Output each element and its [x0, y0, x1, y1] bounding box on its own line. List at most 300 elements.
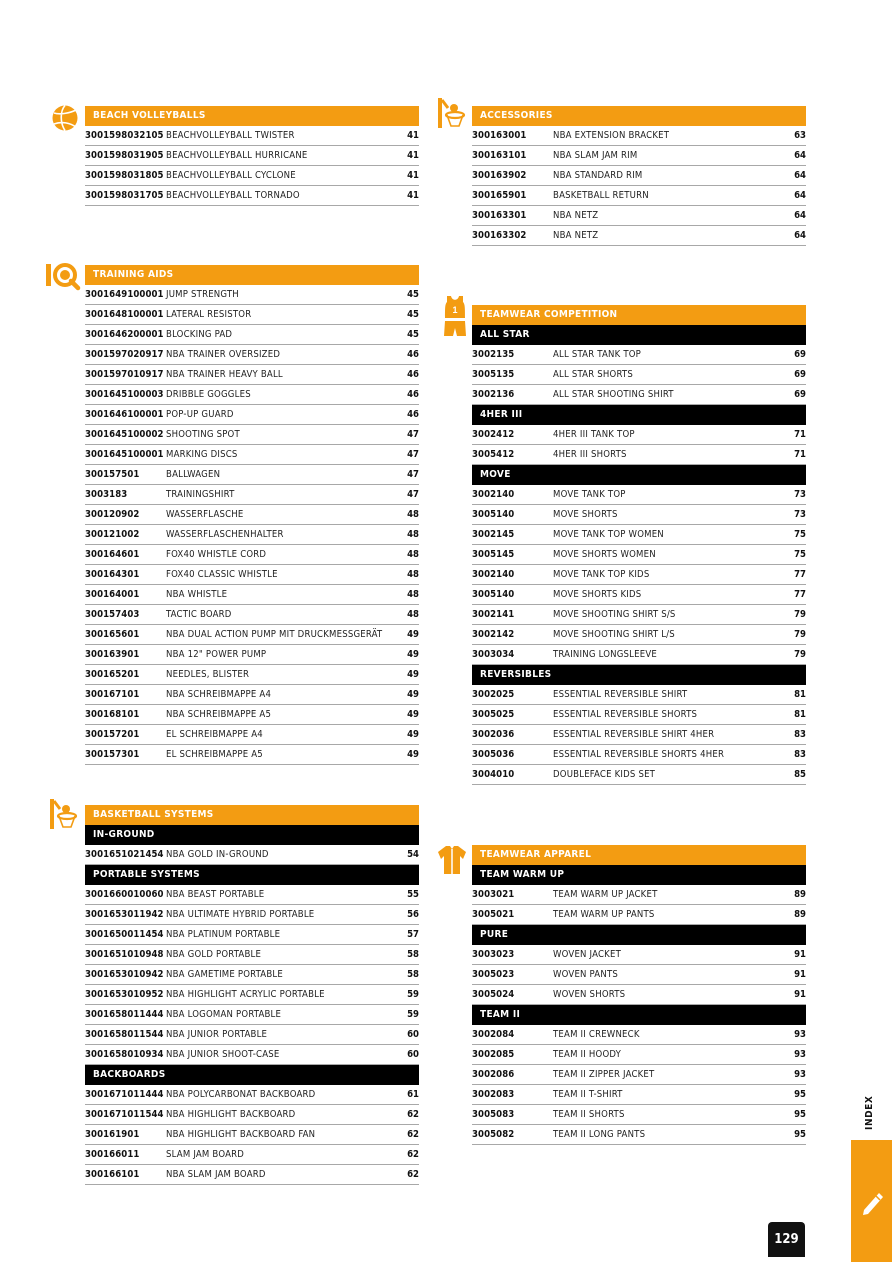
- table-row: [472, 1105, 806, 1125]
- page-reference: 46: [407, 349, 419, 360]
- product-name: WASSERFLASCHENHALTER: [166, 529, 284, 540]
- page-reference: 95: [794, 1129, 806, 1140]
- article-number: 3001653010942: [85, 969, 164, 980]
- table-row: [85, 945, 419, 965]
- page-reference: 47: [407, 489, 419, 500]
- product-name: WOVEN JACKET: [553, 949, 621, 960]
- table-row: [85, 545, 419, 565]
- page-reference: 62: [407, 1149, 419, 1160]
- table-row: [85, 725, 419, 745]
- table-row: [85, 1165, 419, 1185]
- table-row: [85, 585, 419, 605]
- jacket-icon: [436, 843, 468, 877]
- product-name: WOVEN PANTS: [553, 969, 618, 980]
- product-name: NBA SCHREIBMAPPE A5: [166, 709, 272, 720]
- table-row: [85, 186, 419, 206]
- article-number: 300167101: [85, 689, 140, 700]
- product-name: MOVE TANK TOP WOMEN: [553, 529, 664, 540]
- page-reference: 49: [407, 689, 419, 700]
- article-number: 3001653011942: [85, 909, 164, 920]
- section-header: BASKETBALL SYSTEMS: [85, 805, 419, 825]
- page-reference: 49: [407, 749, 419, 760]
- table-row: [472, 126, 806, 146]
- table-row: [85, 1045, 419, 1065]
- page-reference: 93: [794, 1029, 806, 1040]
- page-reference: 48: [407, 589, 419, 600]
- product-name: TEAM II ZIPPER JACKET: [553, 1069, 655, 1080]
- page-reference: 93: [794, 1069, 806, 1080]
- article-number: 300168101: [85, 709, 140, 720]
- page-reference: 41: [407, 190, 419, 201]
- table-row: [85, 705, 419, 725]
- section-basketball-systems: [85, 805, 419, 1185]
- article-number: 3001598031805: [85, 170, 164, 181]
- product-name: MOVE SHORTS WOMEN: [553, 549, 656, 560]
- page-reference: 62: [407, 1169, 419, 1180]
- group-header: PORTABLE SYSTEMS: [85, 865, 419, 885]
- table-row: [472, 585, 806, 605]
- page-reference: 59: [407, 989, 419, 1000]
- product-name: NEEDLES, BLISTER: [166, 669, 250, 680]
- table-row: [472, 1045, 806, 1065]
- index-tab[interactable]: [851, 1140, 892, 1262]
- group-header: ALL STAR: [472, 325, 806, 345]
- product-name: NBA HIGHLIGHT BACKBOARD: [166, 1109, 296, 1120]
- page-reference: 71: [794, 429, 806, 440]
- article-number: 3002140: [472, 569, 515, 580]
- page-reference: 49: [407, 729, 419, 740]
- table-row: [85, 1145, 419, 1165]
- product-name: NBA TRAINER HEAVY BALL: [166, 369, 283, 380]
- page-reference: 48: [407, 549, 419, 560]
- article-number: 3002085: [472, 1049, 515, 1060]
- product-name: NBA PLATINUM PORTABLE: [166, 929, 281, 940]
- page-reference: 45: [407, 329, 419, 340]
- article-number: 3002084: [472, 1029, 515, 1040]
- table-row: [85, 505, 419, 525]
- table-row: [472, 725, 806, 745]
- section-beach-volleyballs: [85, 106, 419, 206]
- article-number: 3005083: [472, 1109, 515, 1120]
- page-reference: 49: [407, 629, 419, 640]
- article-number: 3005140: [472, 589, 515, 600]
- product-name: LATERAL RESISTOR: [166, 309, 252, 320]
- training-iq-icon: [44, 258, 82, 292]
- article-number: 3005024: [472, 989, 515, 1000]
- product-name: BEACHVOLLEYBALL TORNADO: [166, 190, 300, 201]
- article-number: 3003023: [472, 949, 515, 960]
- product-name: NBA DUAL ACTION PUMP MIT DRUCKMESSGERÄT: [166, 629, 383, 640]
- product-name: ESSENTIAL REVERSIBLE SHIRT 4HER: [553, 729, 715, 740]
- page-reference: 47: [407, 429, 419, 440]
- table-row: [472, 206, 806, 226]
- product-name: EL SCHREIBMAPPE A4: [166, 729, 263, 740]
- article-number: 3001650011454: [85, 929, 164, 940]
- table-row: [85, 445, 419, 465]
- table-row: [85, 166, 419, 186]
- product-name: NBA JUNIOR PORTABLE: [166, 1029, 268, 1040]
- page-reference: 83: [794, 729, 806, 740]
- article-number: 3001648100001: [85, 309, 164, 320]
- product-name: MOVE SHOOTING SHIRT L/S: [553, 629, 675, 640]
- product-name: NBA HIGHLIGHT BACKBOARD FAN: [166, 1129, 316, 1140]
- page-reference: 58: [407, 949, 419, 960]
- group-header: MOVE: [472, 465, 806, 485]
- group-header: TEAM II: [472, 1005, 806, 1025]
- page-reference: 54: [407, 849, 419, 860]
- article-number: 300164001: [85, 589, 140, 600]
- product-name: TEAM II LONG PANTS: [553, 1129, 646, 1140]
- section-header: TEAMWEAR APPAREL: [472, 845, 806, 865]
- product-name: BLOCKING PAD: [166, 329, 233, 340]
- product-name: NBA ULTIMATE HYBRID PORTABLE: [166, 909, 315, 920]
- product-name: ALL STAR SHORTS: [553, 369, 633, 380]
- page-reference: 56: [407, 909, 419, 920]
- table-row: [85, 925, 419, 945]
- article-number: 300164301: [85, 569, 140, 580]
- article-number: 3001658010934: [85, 1049, 164, 1060]
- page-reference: 41: [407, 150, 419, 161]
- page-reference: 81: [794, 689, 806, 700]
- page-reference: 64: [794, 150, 806, 161]
- table-row: [472, 765, 806, 785]
- product-name: NBA SLAM JAM RIM: [553, 150, 638, 161]
- article-number: 3001651021454: [85, 849, 164, 860]
- page-number: 129: [768, 1222, 805, 1257]
- section-header: ACCESSORIES: [472, 106, 806, 126]
- table-row: [85, 965, 419, 985]
- table-row: [472, 425, 806, 445]
- product-name: NBA WHISTLE: [166, 589, 228, 600]
- table-row: [85, 325, 419, 345]
- article-number: 3002135: [472, 349, 515, 360]
- article-number: 3001649100001: [85, 289, 164, 300]
- product-name: BEACHVOLLEYBALL HURRICANE: [166, 150, 308, 161]
- table-row: [472, 146, 806, 166]
- article-number: 3001660010060: [85, 889, 164, 900]
- product-name: ESSENTIAL REVERSIBLE SHORTS 4HER: [553, 749, 725, 760]
- article-number: 3005412: [472, 449, 515, 460]
- article-number: 300163902: [472, 170, 527, 181]
- article-number: 3001653010952: [85, 989, 164, 1000]
- article-number: 3001598032105: [85, 130, 164, 141]
- table-row: [85, 1005, 419, 1025]
- article-number: 300163901: [85, 649, 140, 660]
- page-reference: 69: [794, 389, 806, 400]
- page-reference: 75: [794, 549, 806, 560]
- page-reference: 49: [407, 709, 419, 720]
- article-number: 3002141: [472, 609, 515, 620]
- table-row: [472, 965, 806, 985]
- table-row: [85, 405, 419, 425]
- section-teamwear-apparel: [472, 845, 806, 1145]
- group-header: PURE: [472, 925, 806, 945]
- page-reference: 60: [407, 1029, 419, 1040]
- table-row: [472, 445, 806, 465]
- table-row: [472, 1025, 806, 1045]
- page-reference: 64: [794, 230, 806, 241]
- article-number: 3002140: [472, 489, 515, 500]
- article-number: 3001598031705: [85, 190, 164, 201]
- article-number: 300120902: [85, 509, 140, 520]
- table-row: [472, 545, 806, 565]
- page-reference: 85: [794, 769, 806, 780]
- product-name: DRIBBLE GOGGLES: [166, 389, 251, 400]
- product-name: FOX40 CLASSIC WHISTLE: [166, 569, 278, 580]
- table-row: [472, 1065, 806, 1085]
- product-name: WASSERFLASCHE: [166, 509, 244, 520]
- group-header: IN-GROUND: [85, 825, 419, 845]
- article-number: 3005036: [472, 749, 515, 760]
- product-name: MOVE TANK TOP KIDS: [553, 569, 650, 580]
- page-reference: 95: [794, 1089, 806, 1100]
- section-training-aids: [85, 265, 419, 765]
- product-name: NBA GAMETIME PORTABLE: [166, 969, 283, 980]
- article-number: 300163101: [472, 150, 527, 161]
- table-row: [85, 885, 419, 905]
- product-name: BEACHVOLLEYBALL TWISTER: [166, 130, 295, 141]
- page-reference: 71: [794, 449, 806, 460]
- article-number: 300164601: [85, 549, 140, 560]
- page-reference: 83: [794, 749, 806, 760]
- article-number: 3001646200001: [85, 329, 164, 340]
- product-name: ESSENTIAL REVERSIBLE SHORTS: [553, 709, 698, 720]
- volleyball-icon: [48, 101, 82, 135]
- product-name: NBA GOLD PORTABLE: [166, 949, 262, 960]
- article-number: 3001598031905: [85, 150, 164, 161]
- article-number: 300121002: [85, 529, 140, 540]
- article-number: 3003183: [85, 489, 128, 500]
- table-row: [85, 465, 419, 485]
- section-teamwear-competition: [472, 305, 806, 785]
- page-reference: 48: [407, 529, 419, 540]
- article-number: 300157301: [85, 749, 140, 760]
- page-reference: 61: [407, 1089, 419, 1100]
- product-name: NBA TRAINER OVERSIZED: [166, 349, 281, 360]
- article-number: 3001671011544: [85, 1109, 164, 1120]
- svg-text:1: 1: [452, 305, 458, 315]
- product-name: TEAM II HOODY: [553, 1049, 622, 1060]
- table-row: [85, 345, 419, 365]
- product-name: SHOOTING SPOT: [166, 429, 240, 440]
- group-header: BACKBOARDS: [85, 1065, 419, 1085]
- table-row: [472, 885, 806, 905]
- jersey-shorts-icon: [440, 294, 470, 340]
- article-number: 300161901: [85, 1129, 140, 1140]
- product-name: NBA SCHREIBMAPPE A4: [166, 689, 272, 700]
- section-header: TRAINING AIDS: [85, 265, 419, 285]
- product-name: BEACHVOLLEYBALL CYCLONE: [166, 170, 296, 181]
- article-number: 3001671011444: [85, 1089, 164, 1100]
- article-number: 3003021: [472, 889, 515, 900]
- page-reference: 89: [794, 889, 806, 900]
- article-number: 3002083: [472, 1089, 515, 1100]
- table-row: [472, 625, 806, 645]
- table-row: [85, 905, 419, 925]
- page-reference: 46: [407, 369, 419, 380]
- product-name: 4HER III TANK TOP: [553, 429, 635, 440]
- page-reference: 62: [407, 1109, 419, 1120]
- table-row: [472, 565, 806, 585]
- page-reference: 55: [407, 889, 419, 900]
- product-name: NBA 12" POWER PUMP: [166, 649, 267, 660]
- group-header: 4HER III: [472, 405, 806, 425]
- table-row: [472, 186, 806, 206]
- page-reference: 81: [794, 709, 806, 720]
- page-reference: 69: [794, 369, 806, 380]
- page-reference: 64: [794, 170, 806, 181]
- page-reference: 89: [794, 909, 806, 920]
- product-name: NBA GOLD IN-GROUND: [166, 849, 269, 860]
- page-reference: 48: [407, 509, 419, 520]
- table-row: [472, 226, 806, 246]
- table-row: [85, 605, 419, 625]
- table-row: [85, 665, 419, 685]
- article-number: 3001597010917: [85, 369, 164, 380]
- product-name: ALL STAR SHOOTING SHIRT: [553, 389, 674, 400]
- product-name: TEAM WARM UP PANTS: [553, 909, 655, 920]
- article-number: 300165601: [85, 629, 140, 640]
- page-reference: 49: [407, 649, 419, 660]
- article-number: 300165901: [472, 190, 527, 201]
- pencil-icon: [859, 1190, 885, 1222]
- table-row: [85, 985, 419, 1005]
- article-number: 3005145: [472, 549, 515, 560]
- product-name: BALLWAGEN: [166, 469, 221, 480]
- table-row: [472, 525, 806, 545]
- product-name: NBA STANDARD RIM: [553, 170, 643, 181]
- product-name: BASKETBALL RETURN: [553, 190, 649, 201]
- page-reference: 64: [794, 210, 806, 221]
- table-row: [85, 745, 419, 765]
- product-name: WOVEN SHORTS: [553, 989, 626, 1000]
- group-header: REVERSIBLES: [472, 665, 806, 685]
- product-name: SLAM JAM BOARD: [166, 1149, 245, 1160]
- article-number: 3002036: [472, 729, 515, 740]
- product-name: TEAM II CREWNECK: [553, 1029, 640, 1040]
- index-label: INDEX: [864, 1095, 875, 1130]
- product-name: NBA BEAST PORTABLE: [166, 889, 265, 900]
- product-name: TEAM WARM UP JACKET: [553, 889, 658, 900]
- basketball-hoop-icon: [434, 96, 468, 130]
- table-row: [472, 745, 806, 765]
- table-row: [85, 625, 419, 645]
- table-row: [85, 845, 419, 865]
- article-number: 3002025: [472, 689, 515, 700]
- section-header: TEAMWEAR COMPETITION: [472, 305, 806, 325]
- page-reference: 59: [407, 1009, 419, 1020]
- table-row: [472, 1125, 806, 1145]
- page-reference: 48: [407, 609, 419, 620]
- page-reference: 95: [794, 1109, 806, 1120]
- table-row: [472, 365, 806, 385]
- article-number: 3005023: [472, 969, 515, 980]
- product-name: NBA HIGHLIGHT ACRYLIC PORTABLE: [166, 989, 325, 1000]
- page-reference: 46: [407, 409, 419, 420]
- table-row: [85, 645, 419, 665]
- article-number: 300163302: [472, 230, 527, 241]
- product-name: NBA SLAM JAM BOARD: [166, 1169, 266, 1180]
- page-reference: 79: [794, 649, 806, 660]
- page-reference: 48: [407, 569, 419, 580]
- article-number: 300157403: [85, 609, 140, 620]
- page-reference: 60: [407, 1049, 419, 1060]
- table-row: [85, 565, 419, 585]
- page-reference: 57: [407, 929, 419, 940]
- article-number: 3002086: [472, 1069, 515, 1080]
- table-row: [472, 705, 806, 725]
- product-name: JUMP STRENGTH: [166, 289, 239, 300]
- article-number: 300157201: [85, 729, 140, 740]
- table-row: [472, 905, 806, 925]
- table-row: [85, 365, 419, 385]
- article-number: 300163001: [472, 130, 527, 141]
- table-row: [85, 285, 419, 305]
- table-row: [85, 305, 419, 325]
- article-number: 3001645100001: [85, 449, 164, 460]
- basketball-hoop-icon: [46, 797, 80, 831]
- article-number: 3005140: [472, 509, 515, 520]
- page-reference: 77: [794, 589, 806, 600]
- product-name: TRAINING LONGSLEEVE: [553, 649, 657, 660]
- table-row: [85, 126, 419, 146]
- page-reference: 79: [794, 629, 806, 640]
- table-row: [85, 525, 419, 545]
- article-number: 3002412: [472, 429, 515, 440]
- table-row: [85, 1025, 419, 1045]
- page-reference: 75: [794, 529, 806, 540]
- product-name: MOVE SHORTS: [553, 509, 618, 520]
- table-row: [472, 945, 806, 965]
- table-row: [85, 1085, 419, 1105]
- table-row: [472, 166, 806, 186]
- table-row: [85, 1125, 419, 1145]
- product-name: MOVE SHORTS KIDS: [553, 589, 642, 600]
- product-name: DOUBLEFACE KIDS SET: [553, 769, 656, 780]
- page-reference: 41: [407, 130, 419, 141]
- article-number: 3003034: [472, 649, 515, 660]
- page-reference: 79: [794, 609, 806, 620]
- table-row: [472, 485, 806, 505]
- product-name: NBA EXTENSION BRACKET: [553, 130, 670, 141]
- article-number: 3005025: [472, 709, 515, 720]
- article-number: 300166011: [85, 1149, 140, 1160]
- product-name: NBA NETZ: [553, 210, 599, 221]
- product-name: NBA JUNIOR SHOOT-CASE: [166, 1049, 280, 1060]
- section-accessories: [472, 106, 806, 246]
- page-reference: 91: [794, 969, 806, 980]
- table-row: [85, 1105, 419, 1125]
- article-number: 3002142: [472, 629, 515, 640]
- section-header: BEACH VOLLEYBALLS: [85, 106, 419, 126]
- table-row: [85, 146, 419, 166]
- article-number: 300166101: [85, 1169, 140, 1180]
- page-reference: 47: [407, 449, 419, 460]
- product-name: EL SCHREIBMAPPE A5: [166, 749, 263, 760]
- page-reference: 47: [407, 469, 419, 480]
- article-number: 3002145: [472, 529, 515, 540]
- article-number: 3001646100001: [85, 409, 164, 420]
- product-name: MARKING DISCS: [166, 449, 238, 460]
- product-name: MOVE SHOOTING SHIRT S/S: [553, 609, 676, 620]
- article-number: 3001645100002: [85, 429, 164, 440]
- page-reference: 64: [794, 190, 806, 201]
- page-reference: 41: [407, 170, 419, 181]
- page-reference: 91: [794, 949, 806, 960]
- product-name: TEAM II SHORTS: [553, 1109, 625, 1120]
- table-row: [472, 605, 806, 625]
- product-name: ESSENTIAL REVERSIBLE SHIRT: [553, 689, 688, 700]
